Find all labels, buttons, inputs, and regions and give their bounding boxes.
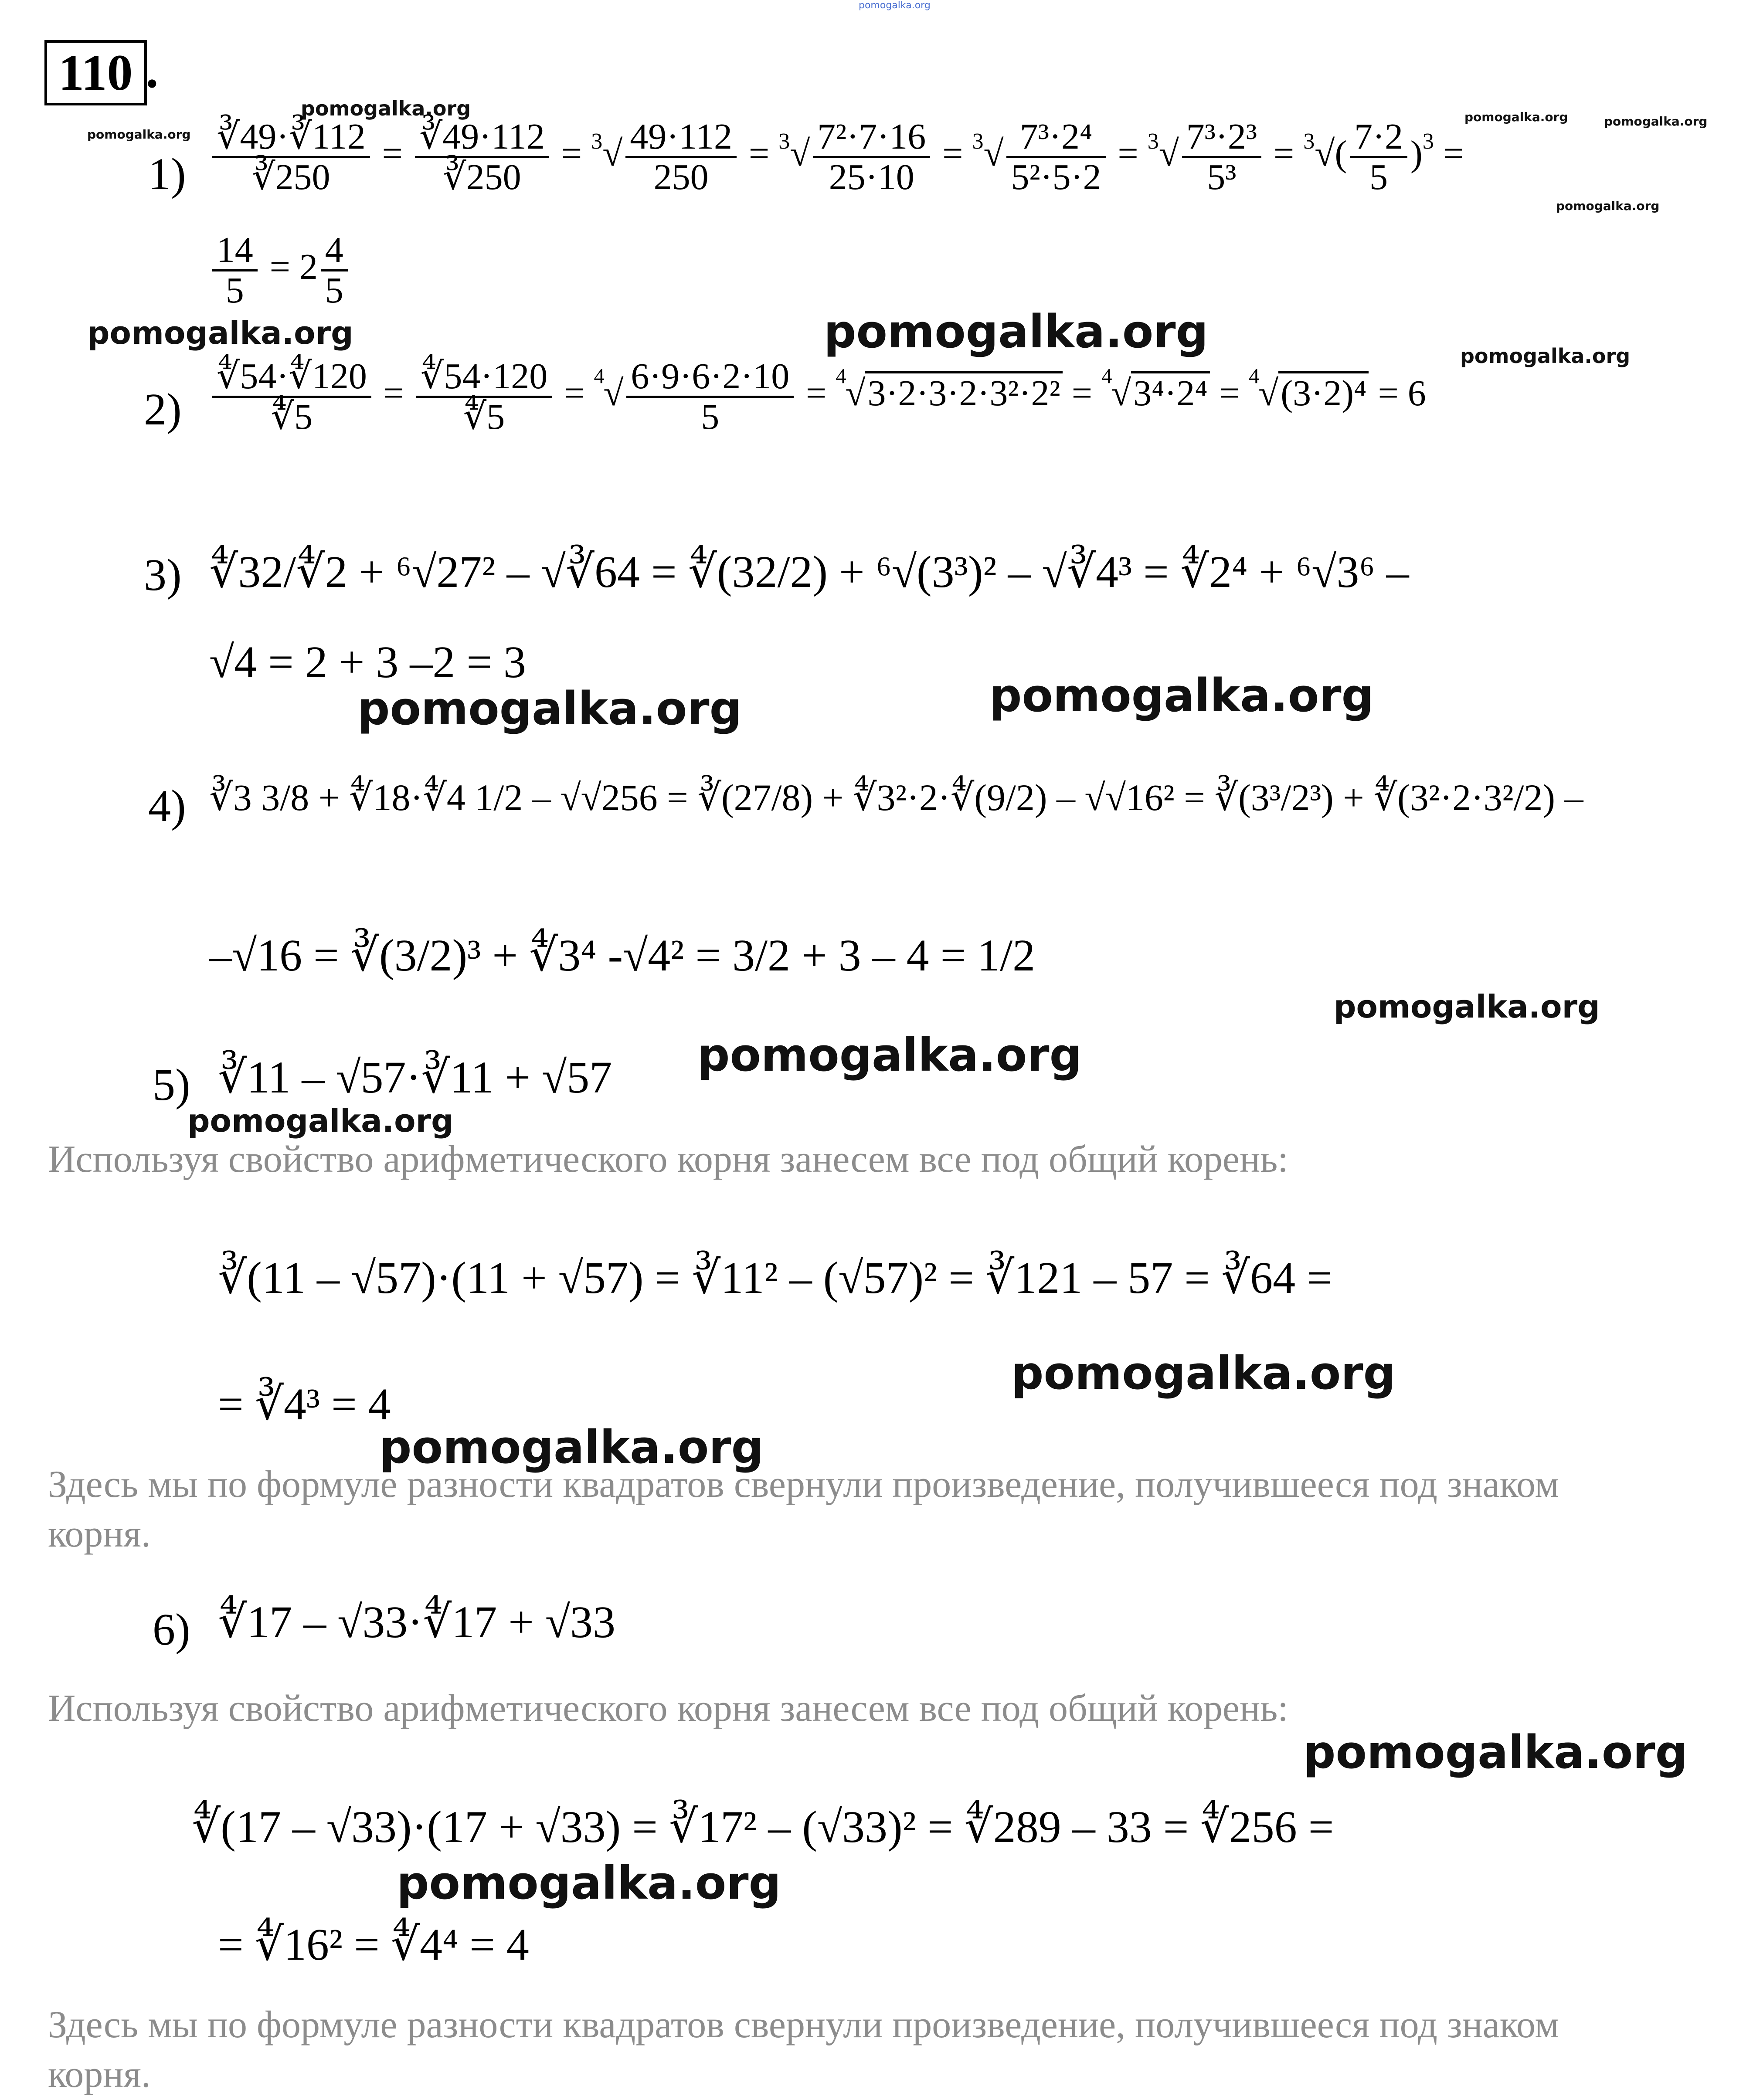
fraction: $\frac{∜54\cdot∜120}{∜5}$ — [212, 357, 371, 436]
fraction: $\frac{\text{7²·7·16}}{25\cdot 10}$ — [813, 118, 930, 197]
watermark: pomogalka.org — [1303, 1726, 1688, 1779]
item-1-line-1: $\frac{∛49\cdot∛112}{∛250}$ = $\frac{∛49\cdot 112}{∛250}$ = $^3$√ $\frac{49\cdot 112}{250}$ = $^3$√ $\frac{\text{7²·7·16}}{25\cdot 10}$ = $^3$√ $\frac{\text{7³·2⁴}}{\text{5²·5·2}}$ = $^3$√ $\frac{\text{7³·2³}}{\text{5³}}$ = $^3$√( $\frac{7\cdot 2}{5}$ )$^3$ = — [209, 118, 1464, 197]
item-2-label: 2) — [144, 384, 182, 434]
header-watermark: pomogalka.org — [859, 0, 931, 11]
fraction: $\frac{∛49\cdot∛112}{∛250}$ — [212, 118, 370, 197]
watermark: pomogalka.org — [357, 682, 742, 735]
item-4-label: 4) — [148, 781, 186, 831]
fraction: $\frac{6\cdot 9\cdot 6\cdot 2\cdot 10}{5}$ — [626, 357, 794, 436]
problem-number: 110 — [44, 40, 147, 105]
item-5-expression: ∛11 – √57·∛11 + √57 — [218, 1052, 612, 1103]
item-6-line-1: ∜(17 – √33)·(17 + √33) = ∛17² – (√33)² = ∜289 – 33 = ∜256 = — [192, 1802, 1334, 1852]
item-5-line-2: = ∛4³ = 4 — [218, 1379, 391, 1429]
item-1-line-2: $\frac{14}{5}$ = 2 $\frac{4}{5}$ — [209, 231, 351, 310]
fraction: $\frac{4}{5}$ — [321, 231, 348, 310]
watermark: pomogalka.org — [1460, 344, 1631, 368]
fraction: $\frac{\text{7³·2³}}{\text{5³}}$ — [1182, 118, 1262, 197]
watermark: pomogalka.org — [824, 305, 1209, 358]
watermark: pomogalka.org — [379, 1421, 764, 1474]
item-6-note-2: Здесь мы по формуле разности квадратов свернули произведение, получившееся под знаком корня. — [48, 2004, 1559, 2096]
item-6-note-1: Используя свойство арифметического корня занесем все под общий корень: — [48, 1687, 1288, 1730]
watermark: pomogalka.org — [697, 1028, 1082, 1082]
fraction: $\frac{∛49\cdot 112}{∛250}$ — [415, 118, 550, 197]
item-5-note-2: Здесь мы по формуле разности квадратов свернули произведение, получившееся под знаком корня. — [48, 1463, 1559, 1556]
fraction: $\frac{7\cdot 2}{5}$ — [1350, 118, 1407, 197]
item-6-expression: ∜17 – √33·∜17 + √33 — [218, 1597, 615, 1647]
watermark: pomogalka.org — [1334, 988, 1600, 1025]
item-2-line: $\frac{∜54\cdot∜120}{∜5}$ = $\frac{∜54\cdot 120}{∜5}$ = $^4$√ $\frac{6\cdot 9\cdot 6\cdot 2\cdot 10}{5}$ = $^4$√3·2·3·2·3²·2² = $^4$√3⁴·2⁴ = $^4$√(3·2)⁴ = 6 — [209, 357, 1426, 436]
fraction: $\frac{14}{5}$ — [212, 231, 258, 310]
watermark: pomogalka.org — [1464, 110, 1568, 124]
item-4-line-2: –√16 = ∛(3/2)³ + ∜3⁴ -√4² = 3/2 + 3 – 4 = 1/2 — [209, 930, 1036, 980]
watermark: pomogalka.org — [187, 1103, 454, 1139]
watermark: pomogalka.org — [1011, 1347, 1396, 1400]
item-6-line-2: = ∜16² = ∜4⁴ = 4 — [218, 1920, 529, 1970]
fraction: $\frac{49\cdot 112}{250}$ — [625, 118, 737, 197]
watermark: pomogalka.org — [87, 315, 353, 351]
watermark: pomogalka.org — [1556, 199, 1660, 213]
item-4-line-1: ∛3 3/8 + ∜18·∜4 1/2 – √√256 = ∛(27/8) + ∜3²·2·∜(9/2) – √√16² = ∛(3³/2³) + ∜(3²·2·3²/2) – — [209, 777, 1583, 818]
item-5-label: 5) — [153, 1060, 190, 1110]
item-5-note-1: Используя свойство арифметического корня занесем все под общий корень: — [48, 1138, 1288, 1181]
fraction: $\frac{∜54\cdot 120}{∜5}$ — [416, 357, 552, 436]
item-3-line-2: √4 = 2 + 3 –2 = 3 — [209, 637, 527, 687]
watermark: pomogalka.org — [87, 127, 191, 142]
watermark: pomogalka.org — [989, 669, 1374, 722]
watermark: pomogalka.org — [301, 97, 471, 120]
item-3-line-1: ∜32/∜2 + ⁶√27² – √∛64 = ∜(32/2) + ⁶√(3³)² – √∛4³ = ∜2⁴ + ⁶√3⁶ – — [209, 547, 1409, 597]
item-5-line-1: ∛(11 – √57)·(11 + √57) = ∛11² – (√57)² = ∛121 – 57 = ∛64 = — [218, 1253, 1332, 1303]
problem-number-dot: . — [146, 41, 159, 98]
item-6-label: 6) — [153, 1605, 190, 1655]
watermark: pomogalka.org — [1604, 114, 1708, 129]
item-1-label: 1) — [148, 149, 186, 199]
item-3-label: 3) — [144, 550, 182, 600]
watermark: pomogalka.org — [397, 1856, 781, 1910]
fraction: $\frac{\text{7³·2⁴}}{\text{5²·5·2}}$ — [1006, 118, 1105, 197]
